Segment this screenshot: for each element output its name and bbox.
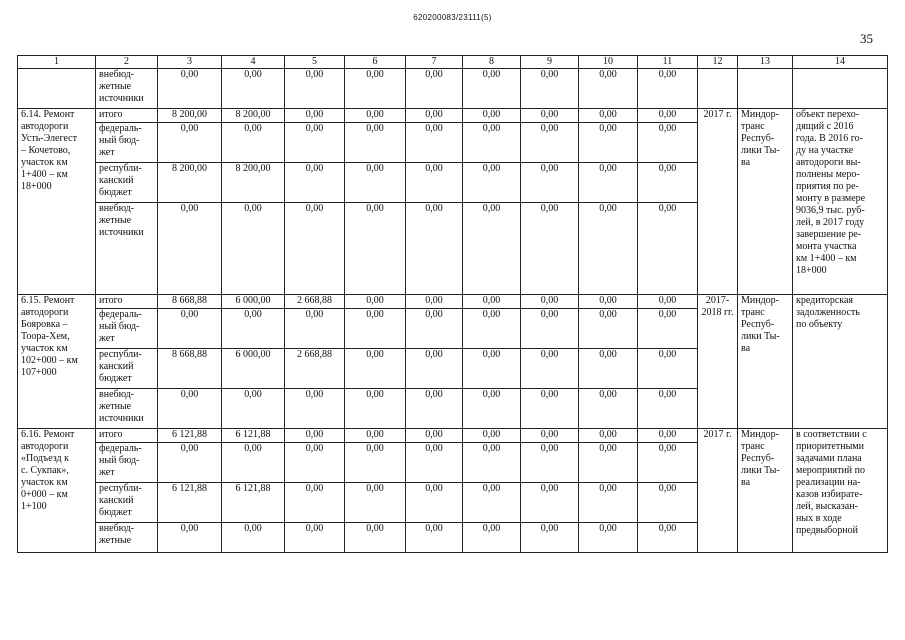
cell-object-name: 6.14. Ремонт автодороги Усть-Элегест – Кочетово, участок км 1+400 – км 18+000 bbox=[18, 109, 96, 295]
cell-value: 0,00 bbox=[638, 523, 698, 553]
cell-source: внебюд- жетные источники bbox=[96, 389, 158, 429]
cell-value: 0,00 bbox=[638, 295, 698, 309]
cell-value: 0,00 bbox=[463, 109, 521, 123]
cell-source: республи- канский бюджет bbox=[96, 349, 158, 389]
cell-note: кредиторская задолженность по объекту bbox=[793, 295, 888, 429]
cell-value: 0,00 bbox=[638, 349, 698, 389]
cell-value: 0,00 bbox=[463, 309, 521, 349]
cell-value: 0,00 bbox=[579, 109, 638, 123]
cell-value: 8 200,00 bbox=[222, 109, 285, 123]
cell-value: 0,00 bbox=[638, 443, 698, 483]
cell-value: 0,00 bbox=[638, 69, 698, 109]
cell-value: 0,00 bbox=[463, 69, 521, 109]
cell-value: 0,00 bbox=[521, 483, 579, 523]
cell-value: 0,00 bbox=[345, 163, 406, 203]
cell-value: 0,00 bbox=[158, 309, 222, 349]
cell-value: 0,00 bbox=[521, 69, 579, 109]
cell-value: 0,00 bbox=[345, 429, 406, 443]
cell-value: 0,00 bbox=[463, 429, 521, 443]
cell-value: 2 668,88 bbox=[285, 295, 345, 309]
cell-value: 0,00 bbox=[579, 523, 638, 553]
cell-value: 2 668,88 bbox=[285, 349, 345, 389]
cell-empty bbox=[793, 69, 888, 109]
column-header: 7 bbox=[406, 56, 463, 69]
column-header: 14 bbox=[793, 56, 888, 69]
cell-value: 0,00 bbox=[285, 163, 345, 203]
cell-value: 0,00 bbox=[638, 203, 698, 295]
cell-source: федераль- ный бюд- жет bbox=[96, 123, 158, 163]
cell-value: 0,00 bbox=[285, 109, 345, 123]
cell-value: 0,00 bbox=[285, 389, 345, 429]
cell-value: 0,00 bbox=[521, 349, 579, 389]
cell-value: 0,00 bbox=[285, 483, 345, 523]
column-header: 2 bbox=[96, 56, 158, 69]
column-header: 13 bbox=[738, 56, 793, 69]
cell-value: 0,00 bbox=[579, 443, 638, 483]
cell-value: 0,00 bbox=[406, 389, 463, 429]
cell-value: 0,00 bbox=[285, 309, 345, 349]
cell-period: 2017- 2018 гг. bbox=[698, 295, 738, 429]
cell-value: 0,00 bbox=[222, 523, 285, 553]
cell-source: республи- канский бюджет bbox=[96, 163, 158, 203]
cell-value: 0,00 bbox=[579, 69, 638, 109]
column-header: 5 bbox=[285, 56, 345, 69]
cell-value: 0,00 bbox=[638, 309, 698, 349]
cell-value: 0,00 bbox=[345, 123, 406, 163]
cell-value: 0,00 bbox=[345, 69, 406, 109]
cell-value: 0,00 bbox=[222, 443, 285, 483]
cell-value: 0,00 bbox=[579, 483, 638, 523]
cell-value: 0,00 bbox=[463, 443, 521, 483]
cell-value: 0,00 bbox=[521, 309, 579, 349]
cell-value: 0,00 bbox=[285, 123, 345, 163]
cell-value: 0,00 bbox=[158, 523, 222, 553]
cell-note: объект перехо- дящий с 2016 года. В 2016 го- ду на участке автодороги вы- полнены меро- приятия по ре- монту в размере 9036,9 тыс. руб- лей, в 2017 году завершение ре- монта участка км 1+400 – км 18+000 bbox=[793, 109, 888, 295]
cell-empty bbox=[738, 69, 793, 109]
cell-source: внебюд- жетные источники bbox=[96, 69, 158, 109]
cell-value: 0,00 bbox=[345, 109, 406, 123]
cell-value: 0,00 bbox=[222, 389, 285, 429]
cell-value: 0,00 bbox=[406, 109, 463, 123]
cell-value: 0,00 bbox=[285, 69, 345, 109]
cell-value: 0,00 bbox=[463, 389, 521, 429]
cell-value: 0,00 bbox=[345, 203, 406, 295]
cell-value: 0,00 bbox=[463, 483, 521, 523]
table-row bbox=[18, 429, 888, 443]
cell-object-name: 6.16. Ремонт автодороги «Подъезд к с. Сукпак», участок км 0+000 – км 1+100 bbox=[18, 429, 96, 553]
cell-value: 0,00 bbox=[406, 203, 463, 295]
column-header: 10 bbox=[579, 56, 638, 69]
cell-value: 6 121,88 bbox=[222, 429, 285, 443]
cell-value: 8 200,00 bbox=[158, 109, 222, 123]
cell-value: 0,00 bbox=[638, 123, 698, 163]
cell-value: 0,00 bbox=[463, 163, 521, 203]
cell-value: 0,00 bbox=[406, 69, 463, 109]
cell-source: федераль- ный бюд- жет bbox=[96, 443, 158, 483]
cell-value: 0,00 bbox=[638, 483, 698, 523]
column-header: 12 bbox=[698, 56, 738, 69]
cell-value: 0,00 bbox=[222, 123, 285, 163]
table-row bbox=[18, 109, 888, 123]
cell-value: 0,00 bbox=[345, 483, 406, 523]
cell-source: республи- канский бюджет bbox=[96, 483, 158, 523]
cell-value: 8 668,88 bbox=[158, 295, 222, 309]
cell-value: 0,00 bbox=[345, 295, 406, 309]
cell-value: 0,00 bbox=[463, 203, 521, 295]
cell-value: 0,00 bbox=[521, 389, 579, 429]
cell-source: итого bbox=[96, 429, 158, 443]
cell-value: 0,00 bbox=[345, 389, 406, 429]
cell-value: 0,00 bbox=[579, 163, 638, 203]
cell-value: 0,00 bbox=[579, 123, 638, 163]
cell-value: 0,00 bbox=[521, 163, 579, 203]
cell-value: 0,00 bbox=[521, 295, 579, 309]
cell-value: 0,00 bbox=[158, 69, 222, 109]
cell-value: 0,00 bbox=[406, 443, 463, 483]
cell-value: 0,00 bbox=[638, 109, 698, 123]
cell-value: 0,00 bbox=[579, 203, 638, 295]
cell-value: 0,00 bbox=[158, 389, 222, 429]
cell-value: 8 200,00 bbox=[222, 163, 285, 203]
column-header: 4 bbox=[222, 56, 285, 69]
cell-value: 0,00 bbox=[406, 295, 463, 309]
cell-value: 0,00 bbox=[521, 123, 579, 163]
table-header-row bbox=[18, 56, 888, 69]
cell-value: 6 121,88 bbox=[222, 483, 285, 523]
cell-value: 0,00 bbox=[521, 109, 579, 123]
cell-value: 0,00 bbox=[463, 349, 521, 389]
cell-object-name: 6.15. Ремонт автодороги Бояровка – Тоора-Хем, участок км 102+000 – км 107+000 bbox=[18, 295, 96, 429]
cell-value: 0,00 bbox=[222, 69, 285, 109]
cell-value: 0,00 bbox=[521, 443, 579, 483]
cell-value: 0,00 bbox=[579, 349, 638, 389]
cell-value: 0,00 bbox=[521, 203, 579, 295]
page-number: 35 bbox=[860, 31, 873, 46]
cell-value: 0,00 bbox=[638, 429, 698, 443]
cell-empty bbox=[698, 69, 738, 109]
cell-value: 0,00 bbox=[158, 123, 222, 163]
cell-source: итого bbox=[96, 295, 158, 309]
cell-value: 0,00 bbox=[285, 443, 345, 483]
cell-value: 0,00 bbox=[463, 295, 521, 309]
cell-value: 0,00 bbox=[579, 389, 638, 429]
cell-executor: Миндор- транс Респуб- лики Ты- ва bbox=[738, 109, 793, 295]
cell-empty bbox=[18, 69, 96, 109]
cell-value: 6 000,00 bbox=[222, 349, 285, 389]
cell-value: 0,00 bbox=[579, 309, 638, 349]
cell-value: 0,00 bbox=[345, 349, 406, 389]
column-header: 6 bbox=[345, 56, 406, 69]
cell-value: 0,00 bbox=[521, 523, 579, 553]
document-code: 620200083/23111(5) bbox=[413, 13, 492, 22]
column-header: 1 bbox=[18, 56, 96, 69]
cell-source: федераль- ный бюд- жет bbox=[96, 309, 158, 349]
cell-source: итого bbox=[96, 109, 158, 123]
cell-value: 8 668,88 bbox=[158, 349, 222, 389]
cell-value: 0,00 bbox=[158, 203, 222, 295]
cell-value: 0,00 bbox=[406, 429, 463, 443]
cell-value: 0,00 bbox=[406, 163, 463, 203]
cell-value: 0,00 bbox=[285, 523, 345, 553]
cell-value: 0,00 bbox=[638, 163, 698, 203]
cell-value: 6 121,88 bbox=[158, 483, 222, 523]
cell-source: внебюд- жетные bbox=[96, 523, 158, 553]
cell-value: 0,00 bbox=[406, 309, 463, 349]
cell-value: 0,00 bbox=[463, 523, 521, 553]
cell-value: 0,00 bbox=[345, 309, 406, 349]
cell-note: в соответствии с приоритетными задачами плана мероприятий по реализации на- казов избирате- лей, высказан- ных в ходе предвыборной bbox=[793, 429, 888, 553]
column-header: 8 bbox=[463, 56, 521, 69]
cell-value: 6 000,00 bbox=[222, 295, 285, 309]
cell-value: 0,00 bbox=[345, 523, 406, 553]
cell-value: 0,00 bbox=[345, 443, 406, 483]
cell-value: 0,00 bbox=[406, 523, 463, 553]
cell-value: 0,00 bbox=[406, 349, 463, 389]
column-header: 9 bbox=[521, 56, 579, 69]
cell-value: 6 121,88 bbox=[158, 429, 222, 443]
table-row bbox=[18, 69, 888, 109]
cell-period: 2017 г. bbox=[698, 109, 738, 295]
cell-value: 0,00 bbox=[521, 429, 579, 443]
cell-value: 0,00 bbox=[406, 483, 463, 523]
cell-value: 0,00 bbox=[579, 295, 638, 309]
budget-table bbox=[17, 55, 888, 553]
cell-executor: Миндор- транс Респуб- лики Ты- ва bbox=[738, 429, 793, 553]
table-row bbox=[18, 295, 888, 309]
cell-value: 0,00 bbox=[579, 429, 638, 443]
cell-value: 0,00 bbox=[158, 443, 222, 483]
cell-period: 2017 г. bbox=[698, 429, 738, 553]
cell-value: 0,00 bbox=[638, 389, 698, 429]
cell-executor: Миндор- транс Респуб- лики Ты- ва bbox=[738, 295, 793, 429]
cell-value: 0,00 bbox=[463, 123, 521, 163]
cell-value: 0,00 bbox=[406, 123, 463, 163]
cell-source: внебюд- жетные источники bbox=[96, 203, 158, 295]
cell-value: 0,00 bbox=[285, 203, 345, 295]
cell-value: 8 200,00 bbox=[158, 163, 222, 203]
column-header: 3 bbox=[158, 56, 222, 69]
column-header: 11 bbox=[638, 56, 698, 69]
cell-value: 0,00 bbox=[285, 429, 345, 443]
cell-value: 0,00 bbox=[222, 203, 285, 295]
cell-value: 0,00 bbox=[222, 309, 285, 349]
